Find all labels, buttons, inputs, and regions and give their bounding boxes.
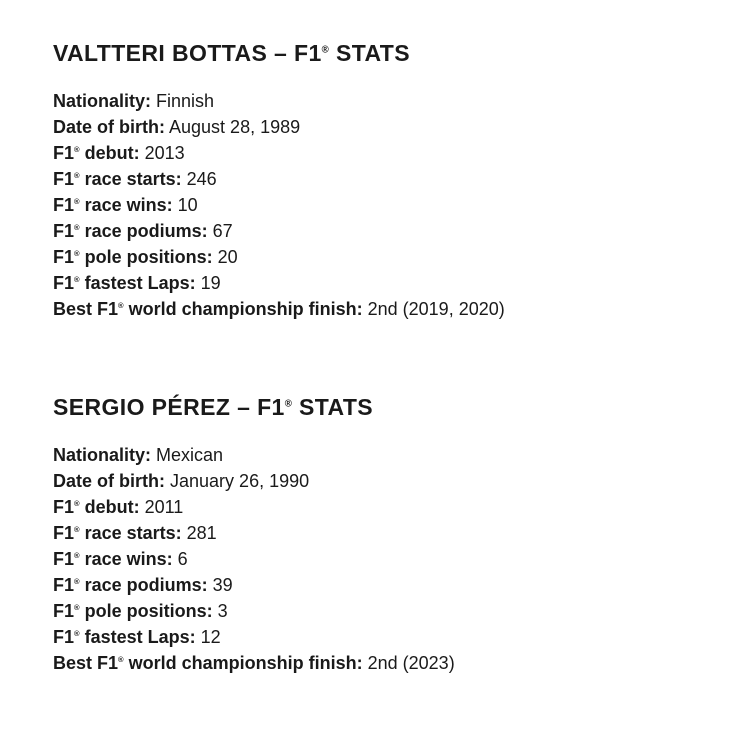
stat-label: Best F1® world championship finish:	[53, 299, 363, 319]
stat-row	[53, 270, 733, 296]
stat-label: F1® debut:	[53, 143, 140, 163]
stat-row	[53, 520, 733, 546]
stat-row	[53, 468, 733, 494]
stat-row	[53, 218, 733, 244]
stat-row	[53, 494, 733, 520]
stat-value: 2011	[144, 497, 184, 517]
stat-row	[53, 88, 733, 114]
stat-row	[53, 442, 733, 468]
stat-row	[53, 296, 733, 322]
stat-label: F1® race starts:	[53, 169, 182, 189]
stat-value: 6	[177, 549, 188, 569]
stat-value: 2013	[144, 143, 185, 163]
stat-label: F1® pole positions:	[53, 247, 213, 267]
stat-row	[53, 546, 733, 572]
stat-label: F1® debut:	[53, 497, 140, 517]
stat-row	[53, 572, 733, 598]
stat-value: 39	[212, 575, 233, 595]
stat-value: 19	[200, 273, 221, 293]
stat-value: August 28, 1989	[169, 117, 301, 137]
stat-value: 2nd (2019, 2020)	[367, 299, 505, 319]
stat-row	[53, 114, 733, 140]
driver-stats-bottas	[53, 38, 733, 322]
stats-list	[53, 442, 733, 676]
stat-label: Nationality:	[53, 91, 152, 111]
section-title: SERGIO PÉREZ – F1® STATS	[53, 394, 374, 420]
stat-label: F1® pole positions:	[53, 601, 213, 621]
stat-value: Mexican	[156, 445, 224, 465]
section-title: VALTTERI BOTTAS – F1® STATS	[53, 40, 410, 66]
stat-value: 246	[186, 169, 217, 189]
stat-value: 12	[200, 627, 221, 647]
stat-label: F1® race wins:	[53, 195, 173, 215]
stat-label: F1® race wins:	[53, 549, 173, 569]
stat-value: 67	[212, 221, 233, 241]
stat-value: 2nd (2023)	[367, 653, 455, 673]
stat-row	[53, 192, 733, 218]
stat-label: F1® race podiums:	[53, 221, 208, 241]
stat-label: F1® race podiums:	[53, 575, 208, 595]
stat-row	[53, 650, 733, 676]
stat-label: F1® fastest Laps:	[53, 273, 196, 293]
stat-row	[53, 166, 733, 192]
stat-label: F1® race starts:	[53, 523, 182, 543]
stat-label: Best F1® world championship finish:	[53, 653, 363, 673]
stat-label: F1® fastest Laps:	[53, 627, 196, 647]
stats-list	[53, 88, 733, 322]
stat-value: 281	[186, 523, 217, 543]
stat-value: January 26, 1990	[170, 471, 310, 491]
stat-row	[53, 624, 733, 650]
stat-row	[53, 598, 733, 624]
stat-row	[53, 244, 733, 270]
stat-label: Date of birth:	[53, 117, 165, 137]
stat-value: Finnish	[156, 91, 215, 111]
stat-label: Nationality:	[53, 445, 152, 465]
driver-stats-perez	[53, 392, 733, 676]
stat-value: 20	[217, 247, 238, 267]
stat-value: 10	[177, 195, 198, 215]
stat-row	[53, 140, 733, 166]
stat-value: 3	[217, 601, 228, 621]
stat-label: Date of birth:	[53, 471, 165, 491]
